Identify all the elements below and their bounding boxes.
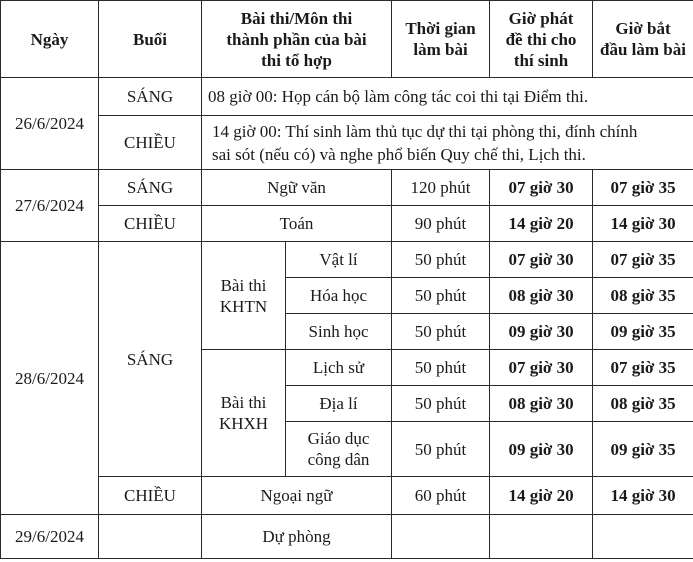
header-ngay: Ngày: [1, 1, 99, 78]
duration-cell: 60 phút: [392, 477, 490, 515]
start-time-cell: 07 giờ 35: [593, 170, 693, 206]
header-buoi: Buổi: [99, 1, 202, 78]
date-cell: 27/6/2024: [1, 170, 99, 242]
subject-cell: Dự phòng: [202, 515, 392, 559]
start-time-cell: 09 giờ 35: [593, 314, 693, 350]
table-row: [1, 515, 693, 559]
session-cell: CHIỀU: [99, 206, 202, 242]
duration-cell: 50 phút: [392, 386, 490, 422]
header-mon-thi: Bài thi/Môn thi thành phần của bài thi tổ hợp: [202, 1, 392, 78]
dispatch-time-cell: 08 giờ 30: [490, 278, 593, 314]
subject-cell: Địa lí: [286, 386, 392, 422]
subject-cell: Giáo dục công dân: [286, 422, 392, 477]
subject-cell: Ngoại ngữ: [202, 477, 392, 515]
session-cell: SÁNG: [99, 242, 202, 477]
dispatch-time-cell: 07 giờ 30: [490, 350, 593, 386]
table-row: [1, 477, 693, 515]
dispatch-time-cell: 07 giờ 30: [490, 170, 593, 206]
duration-cell: 50 phút: [392, 422, 490, 477]
table-row: [1, 116, 693, 170]
start-time-cell: 07 giờ 35: [593, 242, 693, 278]
notice-cell: 14 giờ 00: Thí sinh làm thủ tục dự thi tại phòng thi, đính chính sai sót (nếu có) và nghe phổ biến Quy chế thi, Lịch thi.: [202, 116, 693, 170]
session-cell: [99, 515, 202, 559]
start-time-cell: [593, 515, 693, 559]
notice-cell: 08 giờ 00: Họp cán bộ làm công tác coi thi tại Điểm thi.: [202, 78, 693, 116]
duration-cell: 50 phút: [392, 242, 490, 278]
dispatch-time-cell: [490, 515, 593, 559]
dispatch-time-cell: 14 giờ 20: [490, 477, 593, 515]
header-gio-bat-dau: Giờ bắt đầu làm bài: [593, 1, 693, 78]
group-cell-khtn: Bài thi KHTN: [202, 242, 286, 350]
header-row: [1, 1, 693, 78]
start-time-cell: 14 giờ 30: [593, 206, 693, 242]
table-row: [1, 206, 693, 242]
session-cell: CHIỀU: [99, 477, 202, 515]
date-cell: 28/6/2024: [1, 242, 99, 515]
dispatch-time-cell: 08 giờ 30: [490, 386, 593, 422]
header-thoi-gian: Thời gian làm bài: [392, 1, 490, 78]
subject-cell: Ngữ văn: [202, 170, 392, 206]
date-cell: 29/6/2024: [1, 515, 99, 559]
group-cell-khxh: Bài thi KHXH: [202, 350, 286, 477]
start-time-cell: 09 giờ 35: [593, 422, 693, 477]
duration-cell: [392, 515, 490, 559]
session-cell: SÁNG: [99, 170, 202, 206]
date-cell: 26/6/2024: [1, 78, 99, 170]
dispatch-time-cell: 09 giờ 30: [490, 314, 593, 350]
subject-cell: Sinh học: [286, 314, 392, 350]
table-row: [1, 170, 693, 206]
start-time-cell: 07 giờ 35: [593, 350, 693, 386]
session-cell: SÁNG: [99, 78, 202, 116]
start-time-cell: 08 giờ 35: [593, 386, 693, 422]
dispatch-time-cell: 14 giờ 20: [490, 206, 593, 242]
session-cell: CHIỀU: [99, 116, 202, 170]
table-row: [1, 242, 693, 278]
duration-cell: 50 phút: [392, 278, 490, 314]
subject-cell: Hóa học: [286, 278, 392, 314]
duration-cell: 50 phút: [392, 314, 490, 350]
table-row: [1, 78, 693, 116]
subject-cell: Lịch sử: [286, 350, 392, 386]
start-time-cell: 08 giờ 35: [593, 278, 693, 314]
dispatch-time-cell: 09 giờ 30: [490, 422, 593, 477]
start-time-cell: 14 giờ 30: [593, 477, 693, 515]
duration-cell: 90 phút: [392, 206, 490, 242]
subject-cell: Vật lí: [286, 242, 392, 278]
header-gio-phat-de: Giờ phát đề thi cho thí sinh: [490, 1, 593, 78]
duration-cell: 120 phút: [392, 170, 490, 206]
duration-cell: 50 phút: [392, 350, 490, 386]
dispatch-time-cell: 07 giờ 30: [490, 242, 593, 278]
subject-cell: Toán: [202, 206, 392, 242]
